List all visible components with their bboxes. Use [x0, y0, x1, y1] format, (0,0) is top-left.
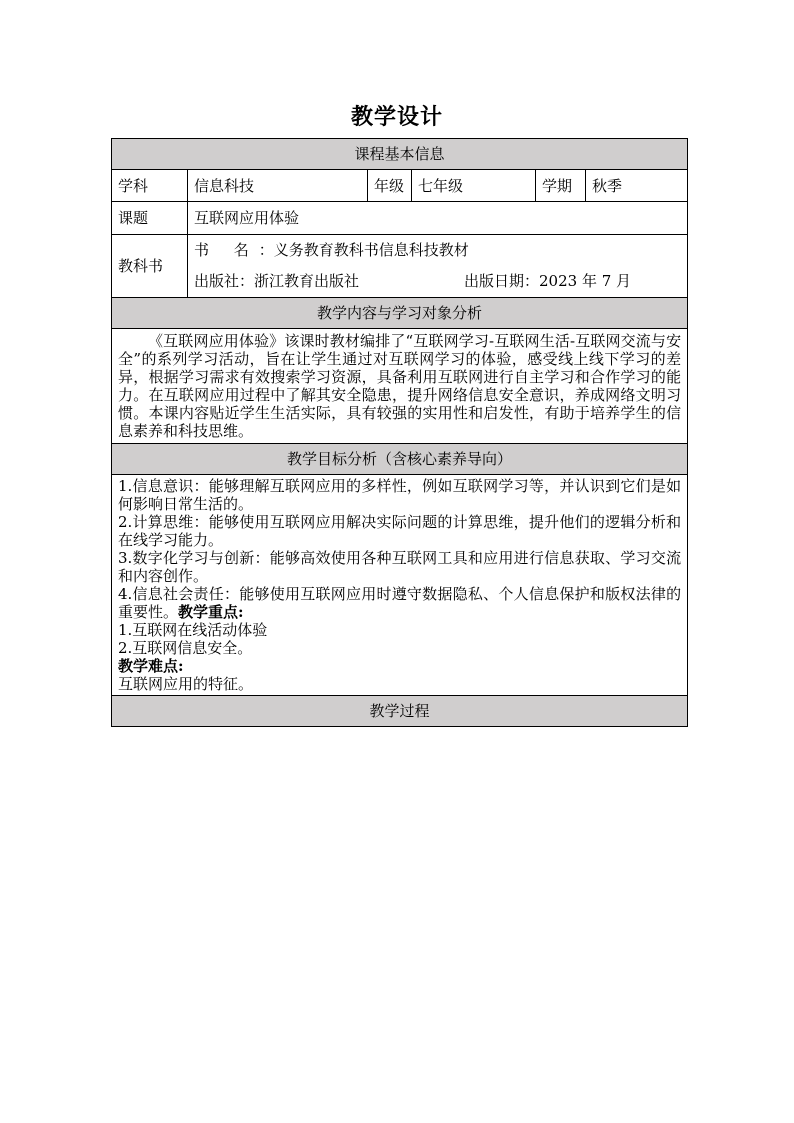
key-point-2: 2.互联网信息安全。: [118, 639, 253, 657]
lesson-plan-table: [111, 138, 688, 727]
goal-2: 2.计算思维：能够使用互联网应用解决实际问题的计算思维，提升他们的逻辑分析和在线学习能力。: [118, 513, 682, 549]
page-title: 教学设计: [350, 104, 443, 130]
textbook-row: [112, 235, 688, 298]
content-analysis-text: 《互联网应用体验》该课时教材编排了“互联网学习-互联网生活-互联网交流与安全”的系列学习活动，旨在让学生通过对互联网学习的体验，感受线上线下学习的差异，根据学习需求有效搜索学习资源，具备利用互联网进行自主学习和合作学习的能力。在互联网应用过程中了解其安全隐患，提升网络信息安全意识，养成网络文明习惯。本课内容贴近学生生活实际，具有较强的实用性和启发性，有助于培养学生的信息素养和科技思维。: [112, 329, 688, 444]
subject-value: 信息科技: [188, 170, 368, 202]
goals-content: [112, 475, 688, 696]
section-header-content-analysis: 教学内容与学习对象分析: [112, 298, 688, 329]
key-point-1: 1.互联网在线活动体验: [118, 621, 268, 639]
textbook-label: 教科书: [112, 235, 188, 298]
term-value: 秋季: [586, 170, 688, 202]
term-label: 学期: [536, 170, 586, 202]
section-header-process: 教学过程: [112, 696, 688, 727]
goal-3: 3.数字化学习与创新：能够高效使用各种互联网工具和应用进行信息获取、学习交流和内容创作。: [118, 549, 682, 585]
publisher-line: [194, 266, 681, 297]
book-name-line: [194, 235, 681, 266]
textbook-details: [188, 235, 688, 298]
subject-label: 学科: [112, 170, 188, 202]
course-info-row: [112, 170, 688, 202]
goal-4-line: [118, 585, 681, 621]
grade-value: 七年级: [412, 170, 536, 202]
book-name-value: ：义务教育教科书信息科技教材: [258, 241, 469, 259]
grade-label: 年级: [368, 170, 412, 202]
publisher: 出版社：浙江教育出版社: [194, 272, 360, 290]
book-name-label: 书 名: [194, 241, 259, 259]
goal-4: 4.信息社会责任：能够使用互联网应用时遵守数据隐私、个人信息保护和版权法律的重要性。: [118, 585, 682, 621]
section-header-basic-info: 课程基本信息: [112, 139, 688, 170]
difficulty-text: 互联网应用的特征。: [118, 675, 254, 693]
section-header-goals: 教学目标分析（含核心素养导向）: [112, 444, 688, 475]
publication-date: 出版日期：2023 年 7 月: [464, 272, 632, 290]
topic-label: 课题: [112, 202, 188, 235]
topic-row: [112, 202, 688, 235]
goal-1: 1.信息意识：能够理解互联网应用的多样性，例如互联网学习等，并认识到它们是如何影响日常生活的。: [118, 477, 682, 513]
difficulty-label: 教学难点:: [118, 657, 184, 675]
topic-value: 互联网应用体验: [188, 202, 688, 235]
key-points-label: 教学重点:: [178, 603, 244, 621]
